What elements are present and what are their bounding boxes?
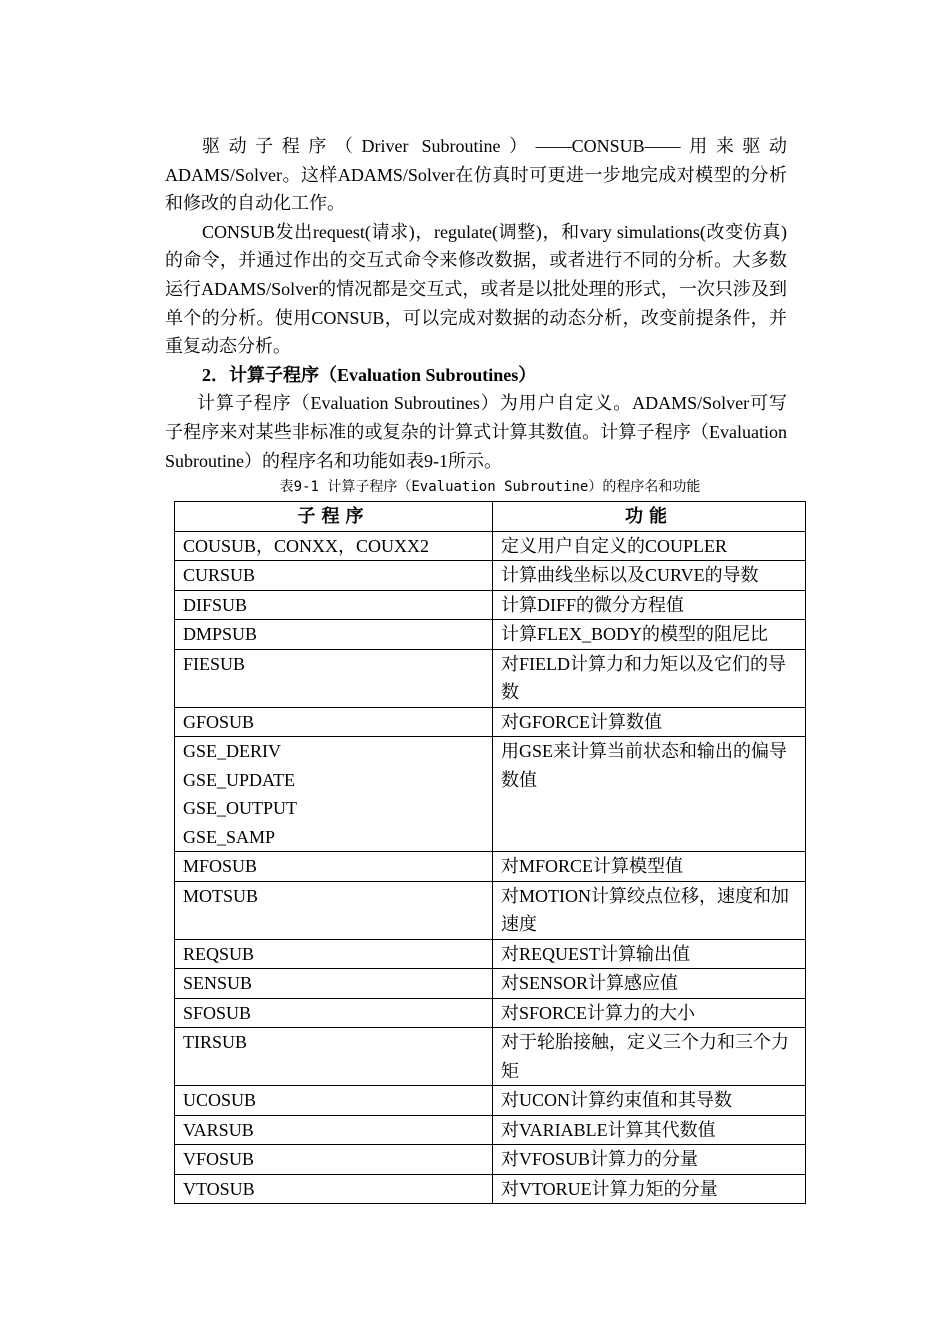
subroutine-name: VARSUB <box>175 1115 493 1145</box>
subroutine-name: MFOSUB <box>175 852 493 882</box>
subroutine-function: 计算FLEX_BODY的模型的阻尼比 <box>493 620 806 650</box>
table-caption: 表9-1 计算子程序（Evaluation Subroutine）的程序名和功能 <box>279 479 701 495</box>
table-row <box>175 1115 806 1145</box>
subroutine-function: 对MOTION计算绞点位移，速度和加速度 <box>493 881 806 939</box>
subroutine-function: 对UCON计算约束值和其导数 <box>493 1086 806 1116</box>
table-row <box>175 561 806 591</box>
subroutine-name: MOTSUB <box>175 881 493 939</box>
subroutine-function: 对REQUEST计算输出值 <box>493 939 806 969</box>
subroutine-name: VFOSUB <box>175 1145 493 1175</box>
subroutine-name: COUSUB，CONXX，COUXX2 <box>175 531 493 561</box>
subroutine-name-group <box>175 737 493 852</box>
subroutine-name: UCOSUB <box>175 1086 493 1116</box>
table-row <box>175 590 806 620</box>
table-row <box>175 939 806 969</box>
subroutine-function: 对FIELD计算力和力矩以及它们的导数 <box>493 649 806 707</box>
table-row <box>175 737 806 852</box>
document-body <box>165 132 787 475</box>
subroutine-name: SFOSUB <box>175 998 493 1028</box>
subroutine-name: DMPSUB <box>175 620 493 650</box>
subroutine-name: GSE_SAMP <box>183 826 276 847</box>
paragraph-driver-subroutine: 驱动子程序（Driver Subroutine）——CONSUB——用来驱动ADAMS/Solver。这样ADAMS/Solver在仿真时可更进一步地完成对模型的分析和修改的自动化工作。 <box>165 136 787 214</box>
subroutine-function: 对SFORCE计算力的大小 <box>493 998 806 1028</box>
subroutine-function: 对SENSOR计算感应值 <box>493 969 806 999</box>
table-row <box>175 969 806 999</box>
subroutine-function: 对MFORCE计算模型值 <box>493 852 806 882</box>
section-heading: 2．计算子程序（Evaluation Subroutines） <box>202 364 537 385</box>
table-row <box>175 1028 806 1086</box>
subroutine-function: 计算曲线坐标以及CURVE的导数 <box>493 561 806 591</box>
table-row <box>175 998 806 1028</box>
paragraph-consub: CONSUB发出request(请求)，regulate(调整)，和vary simulations(改变仿真)的命令，并通过作出的交互式命令来修改数据，或者进行不同的分析。大多数运行ADAMS/Solver的情况都是交互式，或者是以批处理的形式，一次只涉及到单个的分析。使用CONSUB，可以完成对数据的动态分析，改变前提条件，并重复动态分析。 <box>165 221 787 357</box>
subroutine-table <box>174 501 806 1204</box>
subroutine-name: TIRSUB <box>175 1028 493 1086</box>
table-row <box>175 1086 806 1116</box>
subroutine-name: GSE_OUTPUT <box>183 798 298 818</box>
subroutine-function: 对VFOSUB计算力的分量 <box>493 1145 806 1175</box>
table-row <box>175 649 806 707</box>
table-header-row <box>175 502 806 532</box>
table-row <box>175 531 806 561</box>
subroutine-name: DIFSUB <box>175 590 493 620</box>
subroutine-name: VTOSUB <box>175 1174 493 1204</box>
table-row <box>175 707 806 737</box>
subroutine-name: CURSUB <box>175 561 493 591</box>
subroutine-function: 对于轮胎接触，定义三个力和三个力矩 <box>493 1028 806 1086</box>
subroutine-name: GFOSUB <box>175 707 493 737</box>
subroutine-function: 用GSE来计算当前状态和输出的偏导数值 <box>493 737 806 852</box>
table-row <box>175 852 806 882</box>
subroutine-function: 定义用户自定义的COUPLER <box>493 531 806 561</box>
table-row <box>175 1174 806 1204</box>
subroutine-name: FIESUB <box>175 649 493 707</box>
subroutine-function: 计算DIFF的微分方程值 <box>493 590 806 620</box>
paragraph-evaluation-subroutines: 计算子程序（Evaluation Subroutines）为用户自定义。ADAMS/Solver可写子程序来对某些非标准的或复杂的计算式计算其数值。计算子程序（Evaluation Subroutine）的程序名和功能如表9-1所示。 <box>165 393 787 471</box>
table-row <box>175 881 806 939</box>
subroutine-name: SENSUB <box>175 969 493 999</box>
subroutine-function: 对GFORCE计算数值 <box>493 707 806 737</box>
subroutine-function: 对VARIABLE计算其代数值 <box>493 1115 806 1145</box>
subroutine-function: 对VTORUE计算力矩的分量 <box>493 1174 806 1204</box>
subroutine-name: REQSUB <box>175 939 493 969</box>
subroutine-name: GSE_UPDATE <box>183 769 296 790</box>
table-row <box>175 620 806 650</box>
table-row <box>175 1145 806 1175</box>
subroutine-name: GSE_DERIV <box>183 741 281 761</box>
header-function: 功能 <box>493 502 806 532</box>
header-subroutine: 子程序 <box>175 502 493 532</box>
